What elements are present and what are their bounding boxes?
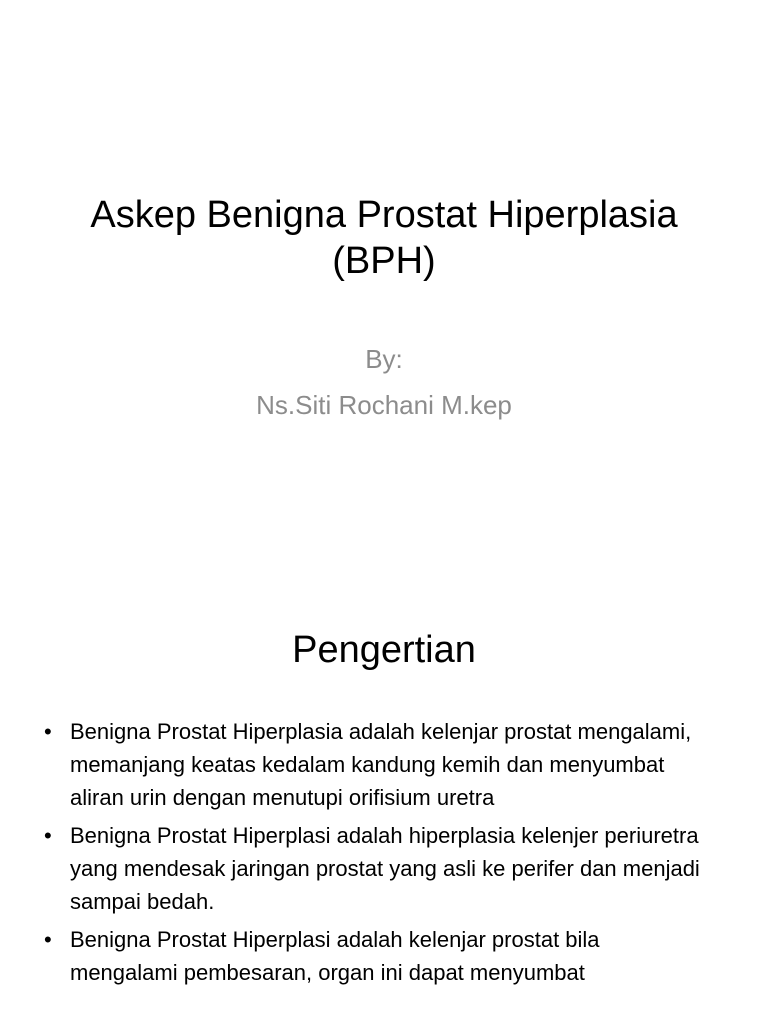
definition-slide [0,577,768,1024]
slide-title [40,192,728,284]
list-item [40,819,700,918]
bullet-icon: • [44,927,52,952]
slide-subtitle [40,336,728,428]
slide-title-line-2: (BPH) [332,240,436,282]
list-item [40,923,700,989]
list-item-text: Benigna Prostat Hiperplasia adalah kelenjar prostat mengalami, memanjang keatas kedalam kandung kemih dan menyumbat aliran urin dengan menutupi orifisium uretra [70,719,692,810]
slide-title-line-1: Askep Benigna Prostat Hiperplasia [90,194,678,236]
bullet-list [40,715,700,994]
list-item-text: Benigna Prostat Hiperplasi adalah hiperplasia kelenjer periuretra yang mendesak jaringan prostat yang asli ke perifer dan menjadi sampai bedah. [70,823,700,914]
list-item [40,715,700,814]
list-item-text: Benigna Prostat Hiperplasi adalah kelenjar prostat bila mengalami pembesaran, organ ini dapat menyumbat [70,927,600,985]
author-name: Ns.Siti Rochani M.kep [256,390,512,420]
by-label: By: [365,344,403,374]
section-title: Pengertian [292,629,476,671]
bullet-icon: • [44,719,52,744]
bullet-icon: • [44,823,52,848]
